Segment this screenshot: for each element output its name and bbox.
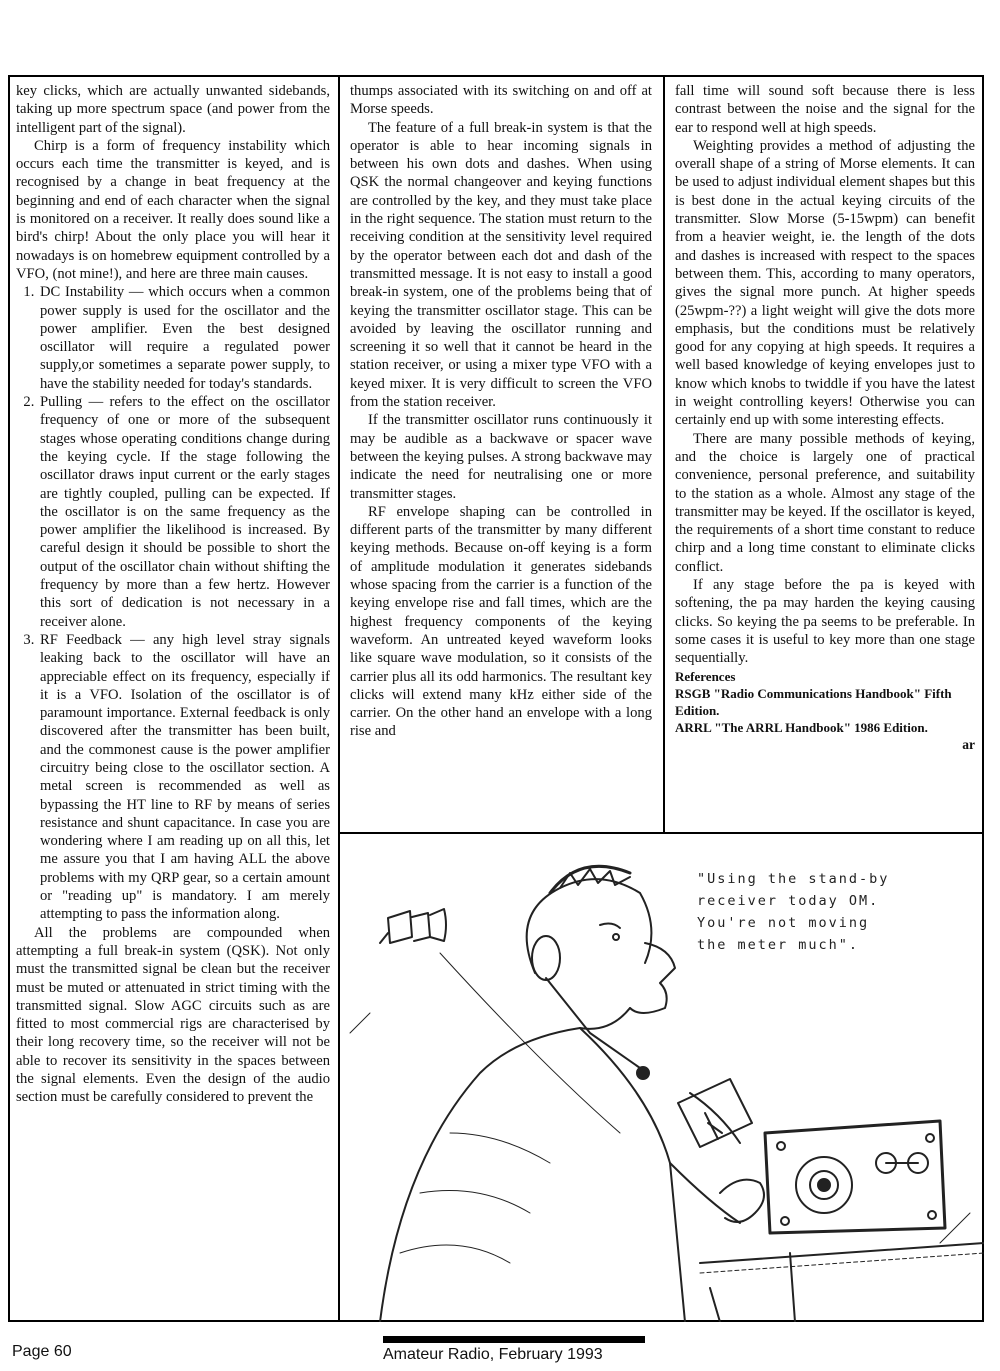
footer-bar [383,1336,645,1343]
paragraph: If the transmitter oscillator runs continuously it may be audible as a backwave or spacer wave between the keying pulses. A strong backwave may indicate the need for neutralising one or more transmitter stages. [350,412,652,502]
paragraph: The feature of a full break-in system is that the operator is able to hear incoming signals in between his own dots and dashes. When using QSK the normal changeover and keying functions are controlled by the key, and they must take place in the right sequence. The station must return to the receiving condition at the sensitivity level required by the operator between each dot and dash of the transmitted message. It is not easy to install a good break-in system, one of the problems being that of keying the transmitter oscillator stage. This can be avoided by leaving the oscillator running and screening it so well that it cannot be heard in the station receiver, or using a mixer type VFO with a keyed mixer. It is very difficult to screen the VFO from the station receiver. [350,119,652,411]
paragraph: All the problems are compounded when attempting a full break-in system (QSK). Not only must the transmitted signal be clean but the receiver must be muted or attenuated in strict timing with the transmitted signal. Slow AGC circuits such as are fitted to most commercial rigs are characterised by their long recovery time, so the receiver will not be able to recover its sensitivity in the spaces between the signal elements. Even the design of the audio section must be carefully considered to prevent the [16,924,330,1106]
paragraph: key clicks, which are actually unwanted sidebands, taking up more spectrum space (and power from the intelligent part of the signal). [16,83,330,136]
list-item: 1. DC Instability — which occurs when a common power supply is used for the oscillator and the power amplifier. Even the best designed oscillator will require a regulated power supply,or sometimes a separate power supply, to have the stability needed for today's standards. [38,283,330,393]
background-sketch-lines [350,953,970,1243]
reference-item: RSGB "Radio Communications Handbook" Fifth Edition. [675,685,952,718]
references [675,668,975,736]
paragraph: There are many possible methods of keying, and the choice is largely one of practical convenience, personal preference, and suitability to the station as a whole. Almost any stage of the transmitter may be keyed. If the oscillator is keyed, the requirements of a short time constant to reduce chirp and a long time constant to eliminate clicks conflict. [675,430,975,575]
references-heading: References [675,668,736,684]
list-item: 2. Pulling — refers to the effect on the oscillator frequency of one or more of the subsequent stages whose operating conditions change during the keying cycle. If the stage following the oscillator draws input current or the early stages are tightly coupled, pulling can be expected. If the oscillator is on the same frequency as the power amplifier the likelihood is increased. By careful design it should be possible to short the output of the oscillator chain without shifting the frequency by more than a few hertz. However this sort of dedication is not necessary in a receiver alone. [38,393,330,631]
caption-line: receiver today OM. [697,893,880,909]
caption-line: "Using the stand-by [697,871,890,887]
cartoon-caption [697,868,889,956]
paragraph: If any stage before the pa is keyed with softening, the pa may harden the keying causing clicks. So keying the pa seems to be preferable. In some cases it is useful to key more than one stage sequentially. [675,577,975,667]
column-divider-right [663,75,665,833]
caption-line: the meter much". [697,937,860,953]
paragraph: fall time will sound soft because there is less contrast between the noise and the signal for the ear to respond well at high speeds. [675,83,975,136]
magazine-issue: Amateur Radio, February 1993 [383,1346,603,1363]
desk-icon [700,1243,984,1322]
paragraph: RF envelope shaping can be controlled in different parts of the transmitter by many different keying methods. Because on-off keying is a form of amplitude modulation it generates sidebands whose spacing from the carrier is a function of the keying envelope rise and fall times, which are the highest frequency components of the keying waveform. An untreated keyed waveform looks like square wave modulation, so it consists of the carrier plus all its odd harmonics. The resultant key clicks will extend many kHz either side of the carrier. On the other hand an envelope with a long rise and [350,503,652,740]
article-end-mark: ar [962,736,975,752]
article-column-1 [16,82,330,1318]
article-column-3 [675,82,975,830]
operator-body-icon [380,1028,740,1322]
paragraph: Chirp is a form of frequency instability which occurs each time the transmitter is keyed, and is recognised by a change in beat frequency at the beginning and end of each character when the signal is monitored on a receiver. It really does sound like a bird's chirp! About the only place you will hear it nowadays is on homebrew equipment controlled by a VFO, (not mine!), and here are three main causes. [16,137,330,282]
causes-list [16,283,330,923]
caption-line: You're not moving [697,915,870,931]
headphones-icon [532,866,649,1079]
wall-lamp-icon [380,909,446,943]
paragraph: Weighting provides a method of adjusting the overall shape of a string of Morse elements. It can be used to adjust individual element shapes but this is best done in the actual keying circuits of the transmitter. Slow Morse (5-15wpm) can benefit from a heavier weight, ie. the length of the dots and dashes is increased with respect to the spaces between them. This, according to many operators, gives the signal more punch. At higher speeds (25wpm-??) a light weight will give the dots more emphasis, but the conditions must be relatively good for any copying at high speeds. It requires a well based knowledge of keying envelopes just to know which knobs to twiddle if you have the latest in weight controlling keyers! Otherwise you can certainly end up with some interesting effects. [675,137,975,429]
paragraph: thumps associated with its switching on and off at Morse speeds. [350,83,652,118]
receiver-icon [765,1121,945,1233]
reference-item: ARRL "The ARRL Handbook" 1986 Edition. [675,719,928,735]
article-column-2 [350,82,652,827]
page-number: Page 60 [12,1343,72,1360]
list-item: 3. RF Feedback — any high level stray signals leaking back to the oscillator will have an appreciable effect on its frequency, especially if it is a VFO. Isolation of the oscillator is of paramount importance. External feedback is only discovered after the transmitter has been built, and the commonest cause is the power amplifier circuitry being close to the oscillator section. A metal screen is recommended as well as bypassing the HT line to RF by means of series resistance and shunt capacitance. In case you are wondering where I am reading up on all this, let me assure you that I am having ALL the above problems with my QRP gear, so a certain amount or "reading up" is mandatory. I am merely attempting to pass the information along. [38,631,330,924]
operator-arm-icon [670,1163,764,1223]
